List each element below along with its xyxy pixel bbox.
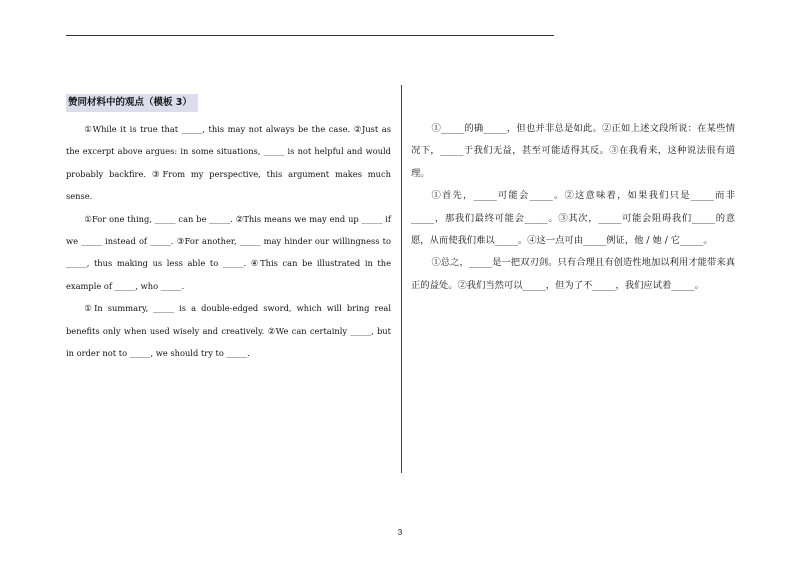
chinese-paragraph-1: ①_____的确_____，但也并非总是如此。②正如上述文段所说：在某些情况下，_____于我们无益，甚至可能适得其反。③在我看来，这种说法很有道理。: [411, 123, 735, 179]
english-paragraph-2: ①For one thing, _____ can be _____. ②This means we may end up _____ if we _____ instead of _____. ③For another, _____ may hinder our willingness to _____, thus making us less able to _____. ④This can be illustrated in the example of _____, who _____.: [66, 213, 391, 291]
section-heading: 赞同材料中的观点（模板 3）: [66, 94, 198, 112]
chinese-paragraph-2: ①首先，_____可能会_____。②这意味着，如果我们只是_____而非_____，那我们最终可能会_____。③其次，_____可能会阻碍我们_____的意愿，从而使我们难以_____。④这一点可由_____例证，他 / 她 / 它_____。: [411, 190, 735, 247]
english-paragraph-1: ①While it is true that _____, this may not always be the case. ②Just as the excerpt above argues: in some situations, _____ is not helpful and would probably backfire. ③From my perspective, this argument makes much sense.: [66, 124, 391, 202]
chinese-paragraph-3: ①总之，_____是一把双刃剑。只有合理且有创造性地加以利用才能带来真正的益处。②我们当然可以_____，但为了不_____，我们应试着_____。: [411, 257, 735, 291]
chinese-template-column: [411, 118, 735, 297]
page-number: 3: [397, 528, 403, 537]
english-paragraph-3: ①In summary, _____ is a double-edged sword, which will bring real benefits only when used wisely and creatively. ②We can certainly _____, but in order not to _____, we should try to _____.: [66, 303, 391, 359]
english-template-column: [66, 118, 391, 364]
top-rule: [66, 35, 554, 36]
column-divider: [401, 85, 402, 473]
